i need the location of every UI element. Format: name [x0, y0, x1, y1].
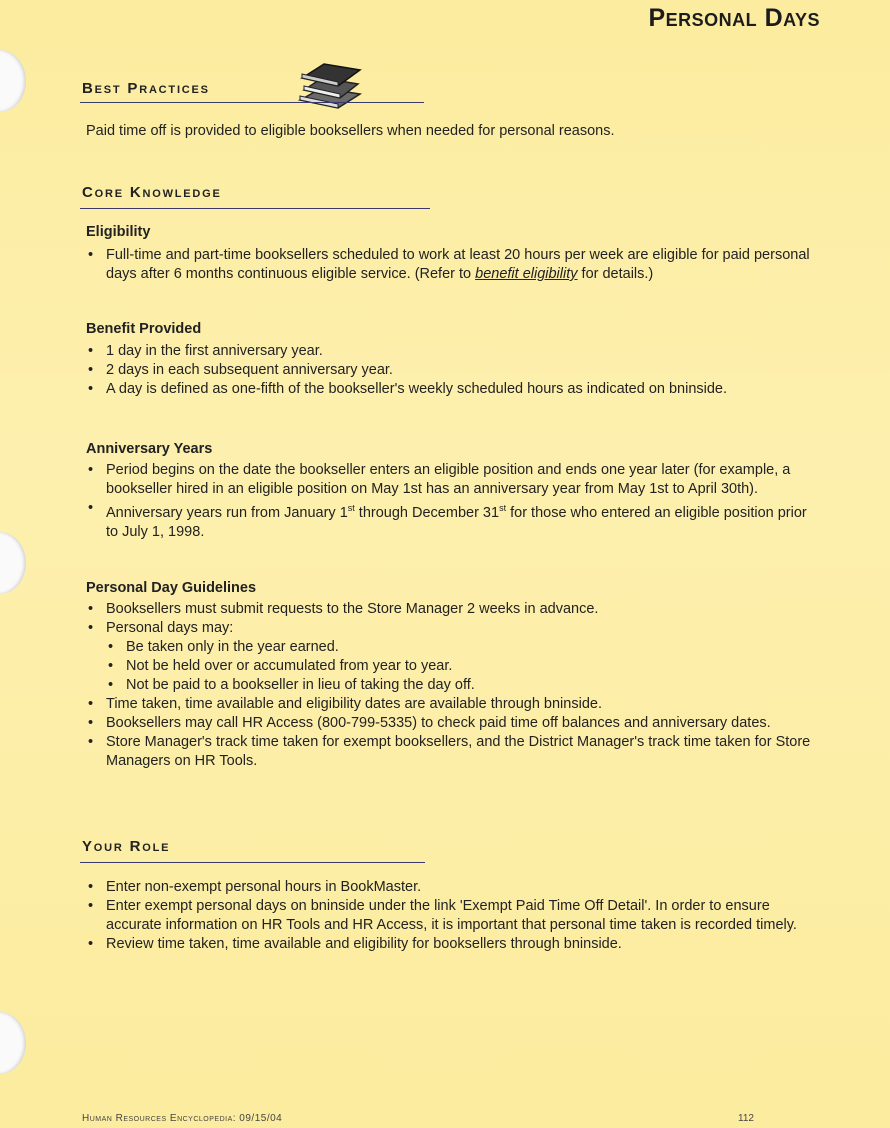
- list-item: • Enter exempt personal days on bninside under the link 'Exempt Paid Time Off Detail'. In order to ensure accurate information on HR Tools and HR Access, it is important that personal time taken is recorded timely.: [86, 897, 814, 935]
- list-item: • Personal days may: • Be taken only in the year earned. • Not be held over or accumulated from year to year. • Not be paid to a bookseller in lieu of taking the day off.: [86, 619, 814, 695]
- best-practices-text: Paid time off is provided to eligible booksellers when needed for personal reasons.: [86, 123, 615, 139]
- list-item: • Booksellers may call HR Access (800-799-5335) to check paid time off balances and anniversary dates.: [86, 714, 814, 733]
- benefit-list: [86, 342, 814, 399]
- section-rule: [80, 862, 425, 863]
- page-title: Personal Days: [648, 4, 820, 32]
- nested-list: [106, 638, 814, 695]
- anniversary-list: [86, 461, 814, 542]
- list-item: • 1 day in the first anniversary year.: [86, 342, 814, 361]
- benefit-eligibility-link[interactable]: benefit eligibility: [475, 266, 578, 282]
- list-item: • A day is defined as one-fifth of the bookseller's weekly scheduled hours as indicated on bninside.: [86, 380, 814, 399]
- section-rule: [80, 102, 424, 103]
- list-item: • Period begins on the date the bookseller enters an eligible position and ends one year later (for example, a bookseller hired in an eligible position on May 1st has an anniversary year from May 1st to April 30th).: [86, 461, 814, 499]
- page-number: 112: [738, 1113, 754, 1124]
- binder-hole: [0, 1012, 26, 1074]
- list-item: • Review time taken, time available and eligibility for booksellers through bninside.: [86, 935, 814, 954]
- subheading-anniversary-years: Anniversary Years: [86, 441, 213, 457]
- stack-of-books-icon: [294, 60, 366, 112]
- subheading-personal-day-guidelines: Personal Day Guidelines: [86, 580, 257, 596]
- subheading-eligibility: Eligibility: [86, 224, 151, 240]
- list-item: • Anniversary years run from January 1st through December 31st for those who entered an eligible position prior to July 1, 1998.: [86, 499, 814, 542]
- section-heading-core-knowledge: Core Knowledge: [82, 184, 222, 201]
- footer-text: Human Resources Encyclopedia: 09/15/04: [82, 1113, 283, 1124]
- list-item: • Booksellers must submit requests to the Store Manager 2 weeks in advance.: [86, 600, 814, 619]
- list-item: • Be taken only in the year earned.: [106, 638, 814, 657]
- subheading-benefit-provided: Benefit Provided: [86, 321, 202, 337]
- section-rule: [80, 208, 430, 209]
- your-role-list: [86, 878, 814, 954]
- list-item: • Not be held over or accumulated from year to year.: [106, 657, 814, 676]
- list-item: • Enter non-exempt personal hours in BookMaster.: [86, 878, 814, 897]
- list-item: • Store Manager's track time taken for exempt booksellers, and the District Manager's track time taken for Store Managers on HR Tools.: [86, 733, 814, 771]
- binder-hole: [0, 532, 26, 594]
- list-item: • 2 days in each subsequent anniversary year.: [86, 361, 814, 380]
- binder-hole: [0, 50, 26, 112]
- section-heading-your-role: Your Role: [82, 838, 171, 855]
- list-item: • Not be paid to a bookseller in lieu of taking the day off.: [106, 676, 814, 695]
- section-heading-best-practices: Best Practices: [82, 80, 210, 97]
- list-item: • Full-time and part-time booksellers scheduled to work at least 20 hours per week are eligible for paid personal days after 6 months continuous eligible service. (Refer to benefit eligibility for details.): [86, 246, 814, 284]
- eligibility-list: [86, 246, 814, 284]
- guidelines-list: [86, 600, 814, 771]
- list-item: • Time taken, time available and eligibility dates are available through bninside.: [86, 695, 814, 714]
